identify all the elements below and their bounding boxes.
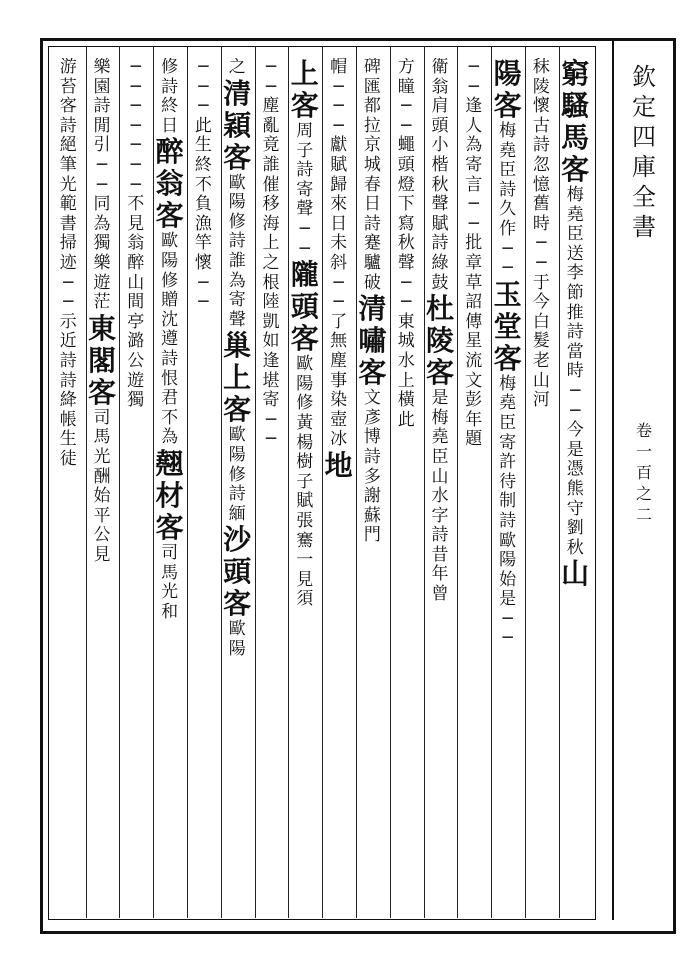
margin-title: 欽 定 四 庫 全 書 [632, 63, 656, 241]
entry-annotation: 歐 陽 [228, 619, 246, 659]
entry-heading: 杜 陵 客 [425, 292, 454, 390]
entry-annotation: 修 詩 終 日 [161, 58, 179, 136]
entry-annotation: 移 海 上 之 根 陸 凱 如 逢 堪 寄 ─ ─ [262, 194, 280, 450]
entry-annotation: 司 馬 光 和 [161, 542, 179, 622]
margin-volume: 卷 一 百 之 二 [635, 421, 652, 524]
entry-annotation: 歐 陽 修 贈 沈 遵 詩 恨 君 不 為 [161, 231, 179, 448]
entry-heading: 東 閣 客 [87, 311, 116, 409]
entry-annotation: 司 馬 光 酬 始 平 公 見 [93, 407, 111, 565]
entry-annotation: ─ ─ ─ ─ ─ ─ ─ 不 見 翁 醉 山 間 亭 [127, 58, 145, 332]
margin-divider [612, 40, 614, 920]
entry-annotation: 周 子 詩 寄 聲 ─ ─ [296, 121, 314, 259]
entry-annotation: 方 瞳 ─ ─ 蠅 頭 燈 下 寫 秋 聲 [397, 58, 415, 273]
entry-heading: 玉 堂 客 [493, 277, 522, 375]
entry-heading: 隴 頭 客 [290, 258, 319, 356]
entry-annotation: 歐 陽 修 詩 誰 為 寄 聲 [228, 172, 246, 330]
entry-annotation: ─ ─ 塵 亂 竟 誰 催 [262, 58, 280, 195]
entry-heading: 醉 翁 客 [155, 135, 184, 233]
entry-heading: 沙 頭 客 [223, 523, 252, 621]
entry-annotation: ─ ─ ─ 此 生 終 不 負 漁 竿 [194, 58, 212, 254]
entry-annotation: 歐 陽 修 詩 緬 [228, 425, 246, 524]
entry-annotation: 碑 匯 都 拉 京 城 春 日 詩 蹇 驢 破 [363, 58, 381, 293]
entry-annotation: ─ ─ 了 無 塵 事 染 壺 冰 [330, 272, 348, 450]
entry-heading: 翹 材 客 [155, 446, 184, 544]
entry-annotation: 文 彥 博 詩 多 謝 蘇 門 [363, 388, 381, 546]
entry-annotation: 是 梅 堯 臣 山 水 字 詩 昔 年 曾 [431, 388, 449, 605]
entry-heading: 窮 騷 馬 客 [561, 58, 590, 186]
entry-annotation: 樂 園 詩 閒 引 ─ ─ 同 為 獨 樂 遊 茫 [93, 58, 111, 313]
entry-annotation: 示 近 詩 詩 絳 帳 生 徒 [59, 311, 77, 469]
entry-annotation: ─ ─ 逢 人 為 寄 言 [465, 58, 483, 195]
entry-annotation: 之 [228, 58, 246, 77]
entry-annotation: ─ ─ 批 章 草 詔 傳 星 流 文 彭 年 題 [465, 194, 483, 450]
entry-heading: 地 [324, 448, 353, 482]
entry-annotation: 帽 ─ ─ ─ 獻 賦 歸 來 日 未 斜 [330, 58, 348, 273]
entry-heading: 清 嘯 客 [358, 292, 387, 390]
entry-heading: 清 穎 客 [223, 76, 252, 174]
entry-annotation: 懷 ─ ─ [194, 252, 212, 313]
entry-heading: 巢 上 客 [223, 329, 252, 427]
entry-annotation: 潞 公 遊 獨 [127, 331, 145, 411]
entry-annotation: 歐 陽 修 黃 楊 樹 子 賦 張 騫 一 見 須 [296, 354, 314, 610]
entry-annotation: 游 苔 客 詩 絕 筆 光 範 書 掃 迹 ─ ─ [59, 58, 77, 313]
entry-annotation: 梅 堯 臣 寄 許 待 制 詩 歐 陽 始 是 ─ ─ [499, 373, 517, 649]
entry-heading: 陽 客 [493, 58, 522, 122]
entry-annotation: 梅 堯 臣 詩 久 作 ─ ─ [499, 121, 517, 279]
entry-annotation: ─ ─ 東 城 水 上 橫 此 [397, 272, 415, 430]
entry-annotation: 梅 堯 臣 送 李 節 推 詩 當 時 ─ ─ 今 是 憑 熊 守 劉 秋 [566, 185, 584, 558]
entry-heading: 山 [561, 557, 590, 591]
entry-heading: 上 客 [290, 58, 319, 122]
text-column [48, 58, 88, 469]
entry-annotation: 秣 陵 懷 古 詩 忽 憶 舊 時 ─ ─ 于 今 白 髮 老 山 河 [532, 58, 550, 411]
entry-annotation: 衛 翁 肩 頭 小 楷 秋 聲 賦 詩 綠 鼓 [431, 58, 449, 293]
